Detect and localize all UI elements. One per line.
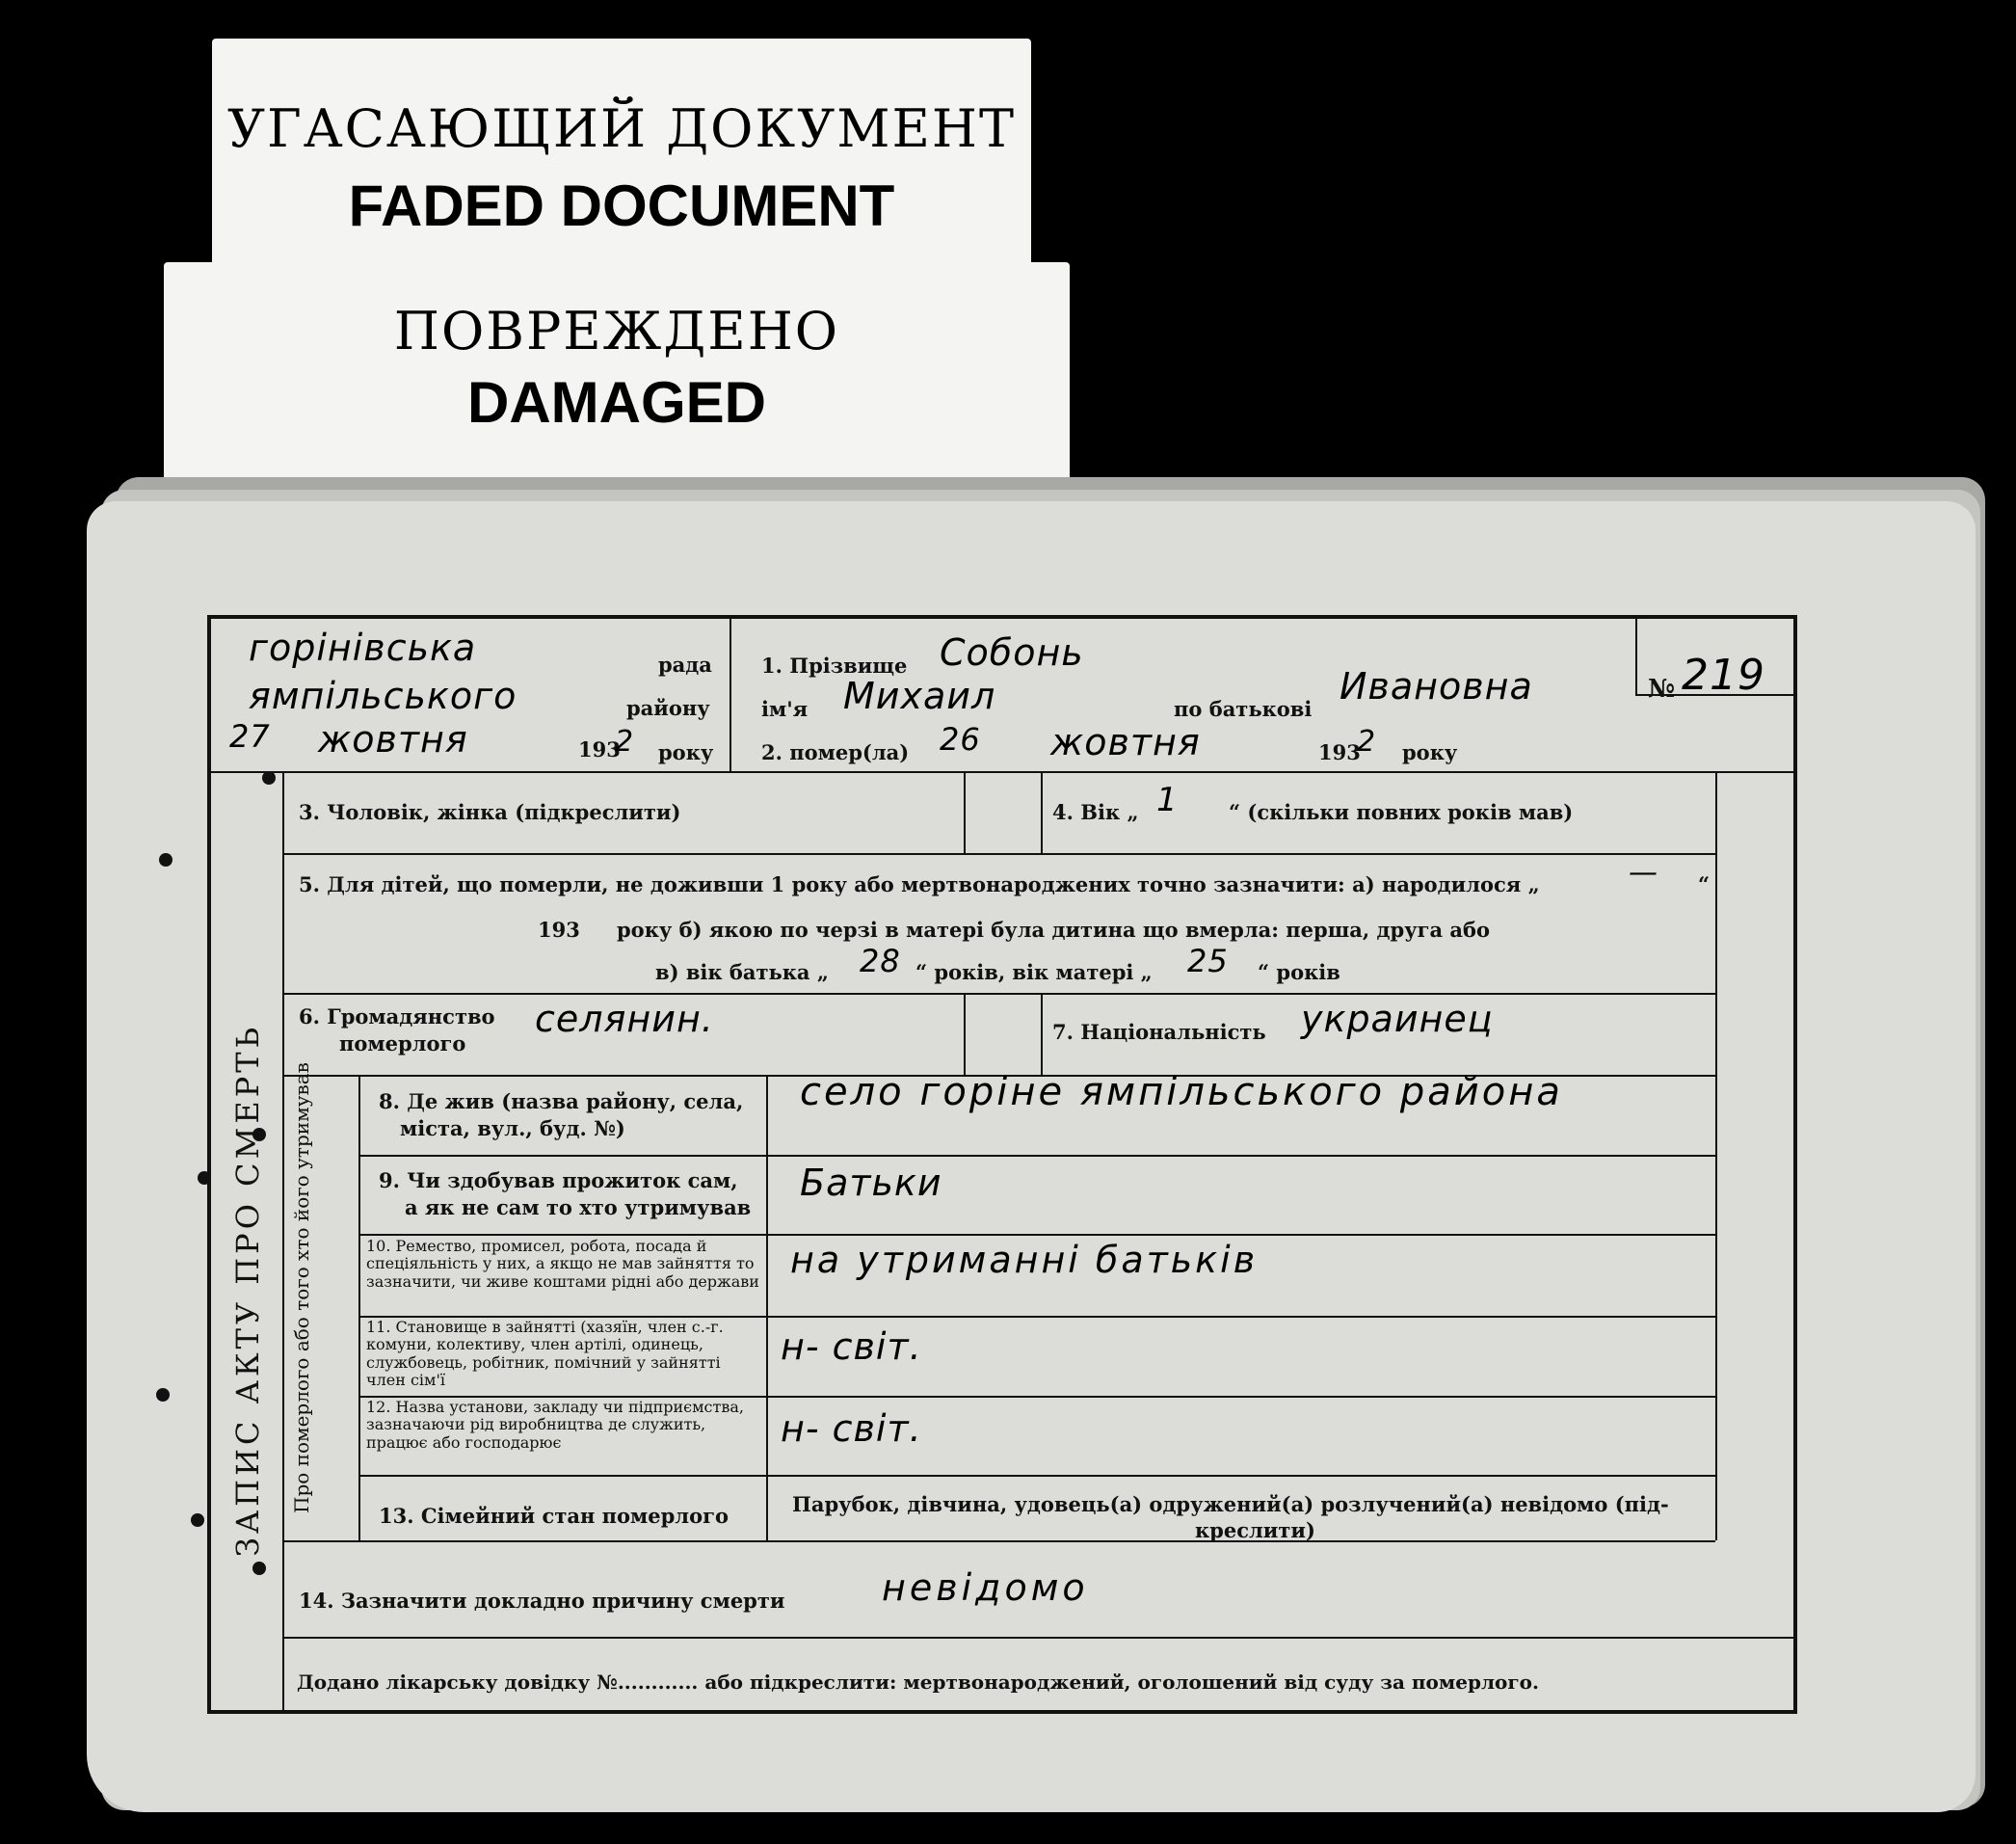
infant-field-year-prefix: 193 <box>538 918 580 942</box>
name-label: ім'я <box>761 697 809 721</box>
surname-label: 1. Прізвище <box>761 654 908 678</box>
marital-status-options-2: креслити) <box>1195 1518 1315 1542</box>
nationality-label: 7. Національність <box>1052 1020 1266 1044</box>
hw-rayon: ямпільського <box>249 675 517 717</box>
hw-cause-of-death: невідомо <box>882 1566 1089 1609</box>
hw-death-day: 26 <box>940 721 981 758</box>
record-title-vertical: ЗАПИС АКТУ ПРО СМЕРТЬ <box>229 1023 266 1557</box>
hw-citizenship: селянин. <box>535 998 714 1040</box>
infant-field-line1-end: “ <box>1698 872 1711 896</box>
year-prefix: 193 <box>578 737 621 762</box>
death-roku-label: року <box>1402 740 1458 764</box>
employment-status-label: 11. Становище в зайнятті (хазяїн, член с.-г. комуни, колективу, член артілі, одинець, службовець, робітник, помічний у зайнятті член сім'ї <box>366 1318 724 1390</box>
cause-of-death-label: 14. Зазначити докладно причину смерти <box>299 1589 785 1613</box>
hw-occupation: на утриманні батьків <box>790 1239 1259 1281</box>
age-field-label: 4. Вік „ <box>1052 800 1139 824</box>
faded-tag-english: FADED DOCUMENT <box>348 174 895 238</box>
hw-surname: Собонь <box>940 631 1084 674</box>
rada-label: рада <box>658 653 712 677</box>
residence-label-2: міста, вул., буд. №) <box>400 1116 625 1140</box>
hw-death-year-digit: 2 <box>1357 725 1377 759</box>
hw-death-month: жовтня <box>1050 721 1201 763</box>
marital-status-options-1: Парубок, дівчина, удовець(а) одружений(а) розлучений(а) невідомо (під- <box>792 1492 1669 1516</box>
infant-field-line2: року б) якою по черзі в матері була дитина що вмерла: перша, друга або <box>617 918 1491 942</box>
citizenship-label-1: 6. Громадянство <box>299 1004 495 1029</box>
rayon-label: району <box>626 696 710 720</box>
marital-status-label: 13. Сімейний стан померлого <box>379 1504 729 1528</box>
sex-field-label: 3. Чоловік, жінка (підкреслити) <box>299 800 681 824</box>
subject-section-label <box>290 1062 313 1513</box>
patronymic-label: по батькові <box>1174 697 1313 721</box>
hw-rada: горінівська <box>249 627 477 669</box>
institution-label: 12. Назва установи, закладу чи підприємства, зазначаючи рід виробництва де служить, працює або господарює <box>366 1398 744 1452</box>
hw-mother-age: 25 <box>1187 943 1229 979</box>
hw-age: 1 <box>1156 781 1179 819</box>
punch-hole <box>159 853 172 867</box>
medical-certificate-footer: Додано лікарську довідку №............ або підкреслити: мертвонароджений, оголошений від суду за померлого. <box>297 1670 1539 1694</box>
hw-nationality: украинец <box>1301 998 1494 1040</box>
punch-hole <box>191 1513 204 1527</box>
faded-tag-russian: УГАСАЮЩИЙ ДОКУМЕНТ <box>226 98 1017 159</box>
death-date-label: 2. помер(ла) <box>761 740 910 764</box>
age-field-suffix: “ (скільки повних років мав) <box>1229 800 1574 824</box>
form-frame <box>207 615 1797 1714</box>
faded-document-tag <box>212 39 1031 299</box>
subject-section-label-text: Про померлого або того хто його утримував <box>290 1062 313 1513</box>
record-number-label: № <box>1648 675 1676 704</box>
infant-field-father-label: в) вік батька „ <box>655 960 829 984</box>
hw-patronymic: Ивановна <box>1340 665 1533 708</box>
support-label-2: а як не сам то хто утримував <box>405 1195 752 1219</box>
punch-hole <box>156 1388 170 1402</box>
hw-born-dash: — <box>1629 856 1658 890</box>
hw-date-month: жовтня <box>318 718 468 761</box>
death-year-prefix: 193 <box>1318 740 1361 764</box>
roku-label: року <box>658 740 714 764</box>
hw-support: Батьки <box>800 1162 942 1204</box>
damaged-tag-english: DAMAGED <box>467 370 766 435</box>
hw-institution: н- світ. <box>781 1407 922 1450</box>
infant-field-line1: 5. Для дітей, що померли, не доживши 1 року або мертвонароджених точно зазначити: а) народилося „ <box>299 872 1540 896</box>
hw-employment-status: н- світ. <box>781 1325 922 1368</box>
occupation-label: 10. Ремество, промисел, робота, посада й спеціяльність у них, а якщо не мав зайняття то зазначити, чи живе коштами рідні або держави <box>366 1237 759 1291</box>
infant-field-years: “ років <box>1258 960 1340 984</box>
hw-residence: село горіне ямпільського района <box>800 1070 1563 1114</box>
hw-record-number: 219 <box>1682 651 1765 700</box>
infant-field-mother-label: “ років, вік матері „ <box>915 960 1153 984</box>
citizenship-label-2: померлого <box>339 1031 466 1056</box>
hw-name: Михаил <box>843 675 996 717</box>
hw-date-day: 27 <box>229 718 271 755</box>
residence-label-1: 8. Де жив (назва району, села, <box>379 1089 744 1113</box>
damaged-tag-russian: ПОВРЕЖДЕНО <box>393 301 840 361</box>
hw-father-age: 28 <box>860 943 901 979</box>
support-label-1: 9. Чи здобував прожиток сам, <box>379 1168 738 1192</box>
hw-year-digit: 2 <box>615 725 635 759</box>
